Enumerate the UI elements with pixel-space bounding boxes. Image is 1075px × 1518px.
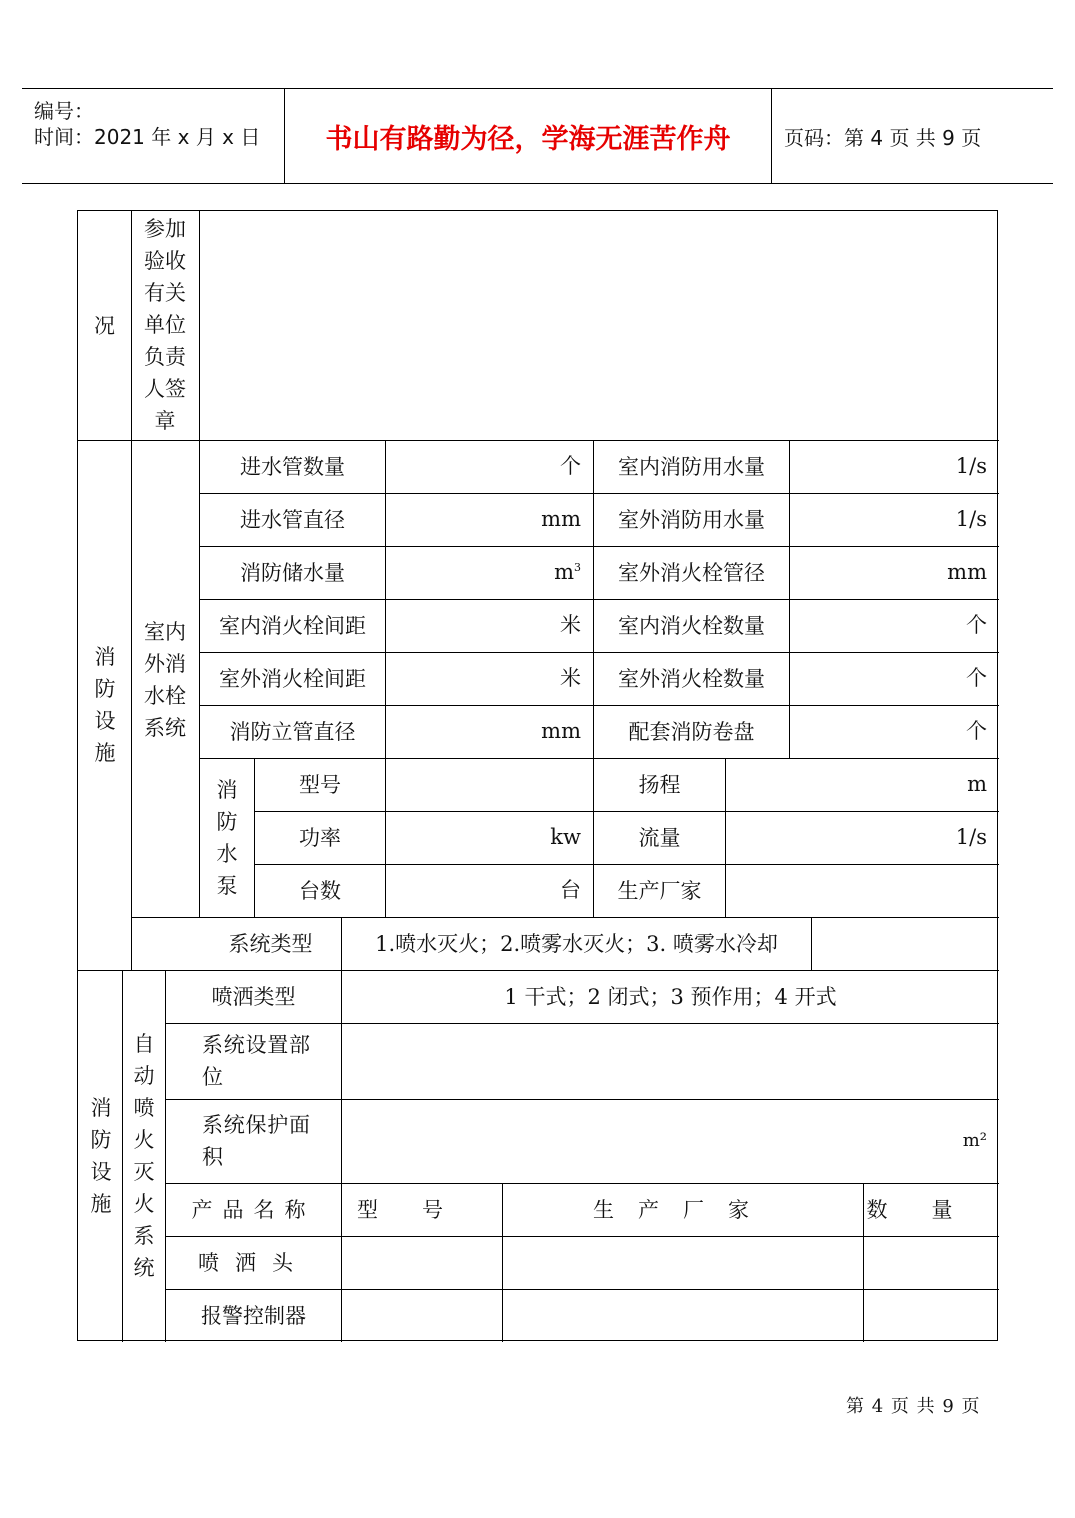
pump-row-unit[interactable]: 1/s: [955, 825, 987, 849]
product-row-label: 报警控制器: [201, 1303, 306, 1328]
hydrant-row-label: 室内消防用水量: [618, 454, 765, 479]
hydrant-row-unit[interactable]: 米: [560, 613, 581, 637]
signature-label: 参加验收有关单位负责人签章: [144, 217, 186, 433]
unit-text: m: [554, 560, 574, 584]
hydrant-row-label: 室外消防用水量: [618, 507, 765, 532]
hydrant-row-label: 消防储水量: [240, 560, 345, 585]
hydrant-row-unit[interactable]: 1/s: [955, 454, 987, 478]
section-status-label: 况: [94, 313, 115, 338]
system-location-label: 系统设置部位: [202, 1033, 310, 1089]
col-model: 型号: [357, 1197, 487, 1222]
hydrant-row-label: 配套消防卷盘: [628, 719, 755, 744]
system-location-value[interactable]: [342, 1023, 999, 1099]
hydrant-row-label: 室外消火栓数量: [618, 666, 765, 691]
signature-cell[interactable]: [200, 211, 999, 440]
hydrant-row-unit[interactable]: 个: [966, 666, 987, 690]
hydrant-row-label: 进水管数量: [240, 454, 345, 479]
fire-pump-label: 消防水泵: [216, 778, 238, 898]
page-header: [22, 88, 1053, 184]
spray-type-value[interactable]: 1 干式；2 闭式；3 预作用；4 开式: [504, 984, 837, 1009]
pump-row-label: 台数: [299, 878, 341, 903]
pump-row-unit[interactable]: 台: [560, 878, 581, 902]
col-manufacturer: 生产厂家: [593, 1197, 773, 1222]
sprinkler-system-label: 自动喷火灭火系统: [133, 1032, 155, 1280]
hydrant-row-unit[interactable]: [386, 556, 581, 588]
hydrant-row-unit[interactable]: 1/s: [955, 507, 987, 531]
hydrant-row-label: 室内消火栓间距: [219, 613, 366, 638]
system-type-label: 系统类型: [228, 931, 313, 956]
document-time-label: 时间：2021 年 x 月 x 日: [34, 125, 261, 149]
col-quantity: 数量: [866, 1197, 997, 1222]
inspection-table: [77, 210, 998, 1341]
header-motto: 书山有路勤为径，学海无涯苦作舟: [285, 89, 772, 183]
pump-row-label: 扬程: [638, 772, 681, 797]
hydrant-row-label: 室内消火栓数量: [618, 613, 765, 638]
pump-row-label: 功率: [299, 825, 341, 850]
pump-row-label: 生产厂家: [617, 878, 702, 903]
page-footer: 第 4 页 共 9 页: [846, 1396, 981, 1417]
hydrant-row-unit[interactable]: mm: [947, 560, 987, 584]
hydrant-row-unit[interactable]: 米: [560, 666, 581, 690]
protected-area-unit[interactable]: m²: [962, 1130, 987, 1151]
sprinkler-facility-label: 消防设施: [90, 1096, 112, 1216]
hydrant-facility-label: 消防设施: [94, 645, 116, 765]
hydrant-row-unit[interactable]: mm: [541, 507, 581, 531]
pump-row-label: 流量: [638, 825, 681, 850]
col-product-name: 产品名称: [191, 1197, 316, 1222]
pump-row-label: 型号: [299, 772, 341, 797]
pump-row-unit[interactable]: m: [967, 772, 987, 796]
hydrant-row-label: 室外消火栓间距: [219, 666, 366, 691]
hydrant-row-unit[interactable]: 个: [966, 613, 987, 637]
pump-row-unit[interactable]: kw: [550, 825, 581, 849]
protected-area-label: 系统保护面积: [202, 1113, 310, 1169]
system-type-value[interactable]: 1.喷水灭火；2.喷雾水灭火；3. 喷雾水冷却: [375, 931, 778, 956]
hydrant-row-label: 消防立管直径: [229, 719, 356, 744]
unit-superscript: 3: [574, 561, 581, 574]
hydrant-row-label: 室外消火栓管径: [618, 560, 765, 585]
hydrant-row-unit[interactable]: 个: [966, 719, 987, 743]
document-number-label: 编号：: [34, 99, 94, 123]
spray-type-label: 喷洒类型: [211, 984, 296, 1009]
header-page-label: 页码：第 4 页 共 9 页: [784, 125, 982, 150]
hydrant-row-unit[interactable]: 个: [560, 454, 581, 478]
hydrant-row-unit[interactable]: mm: [541, 719, 581, 743]
hydrant-row-label: 进水管直径: [240, 507, 345, 532]
hydrant-system-label: 室内外消水栓系统: [144, 620, 186, 740]
header-meta: [22, 89, 285, 183]
product-row-label: 喷洒头: [198, 1250, 309, 1275]
